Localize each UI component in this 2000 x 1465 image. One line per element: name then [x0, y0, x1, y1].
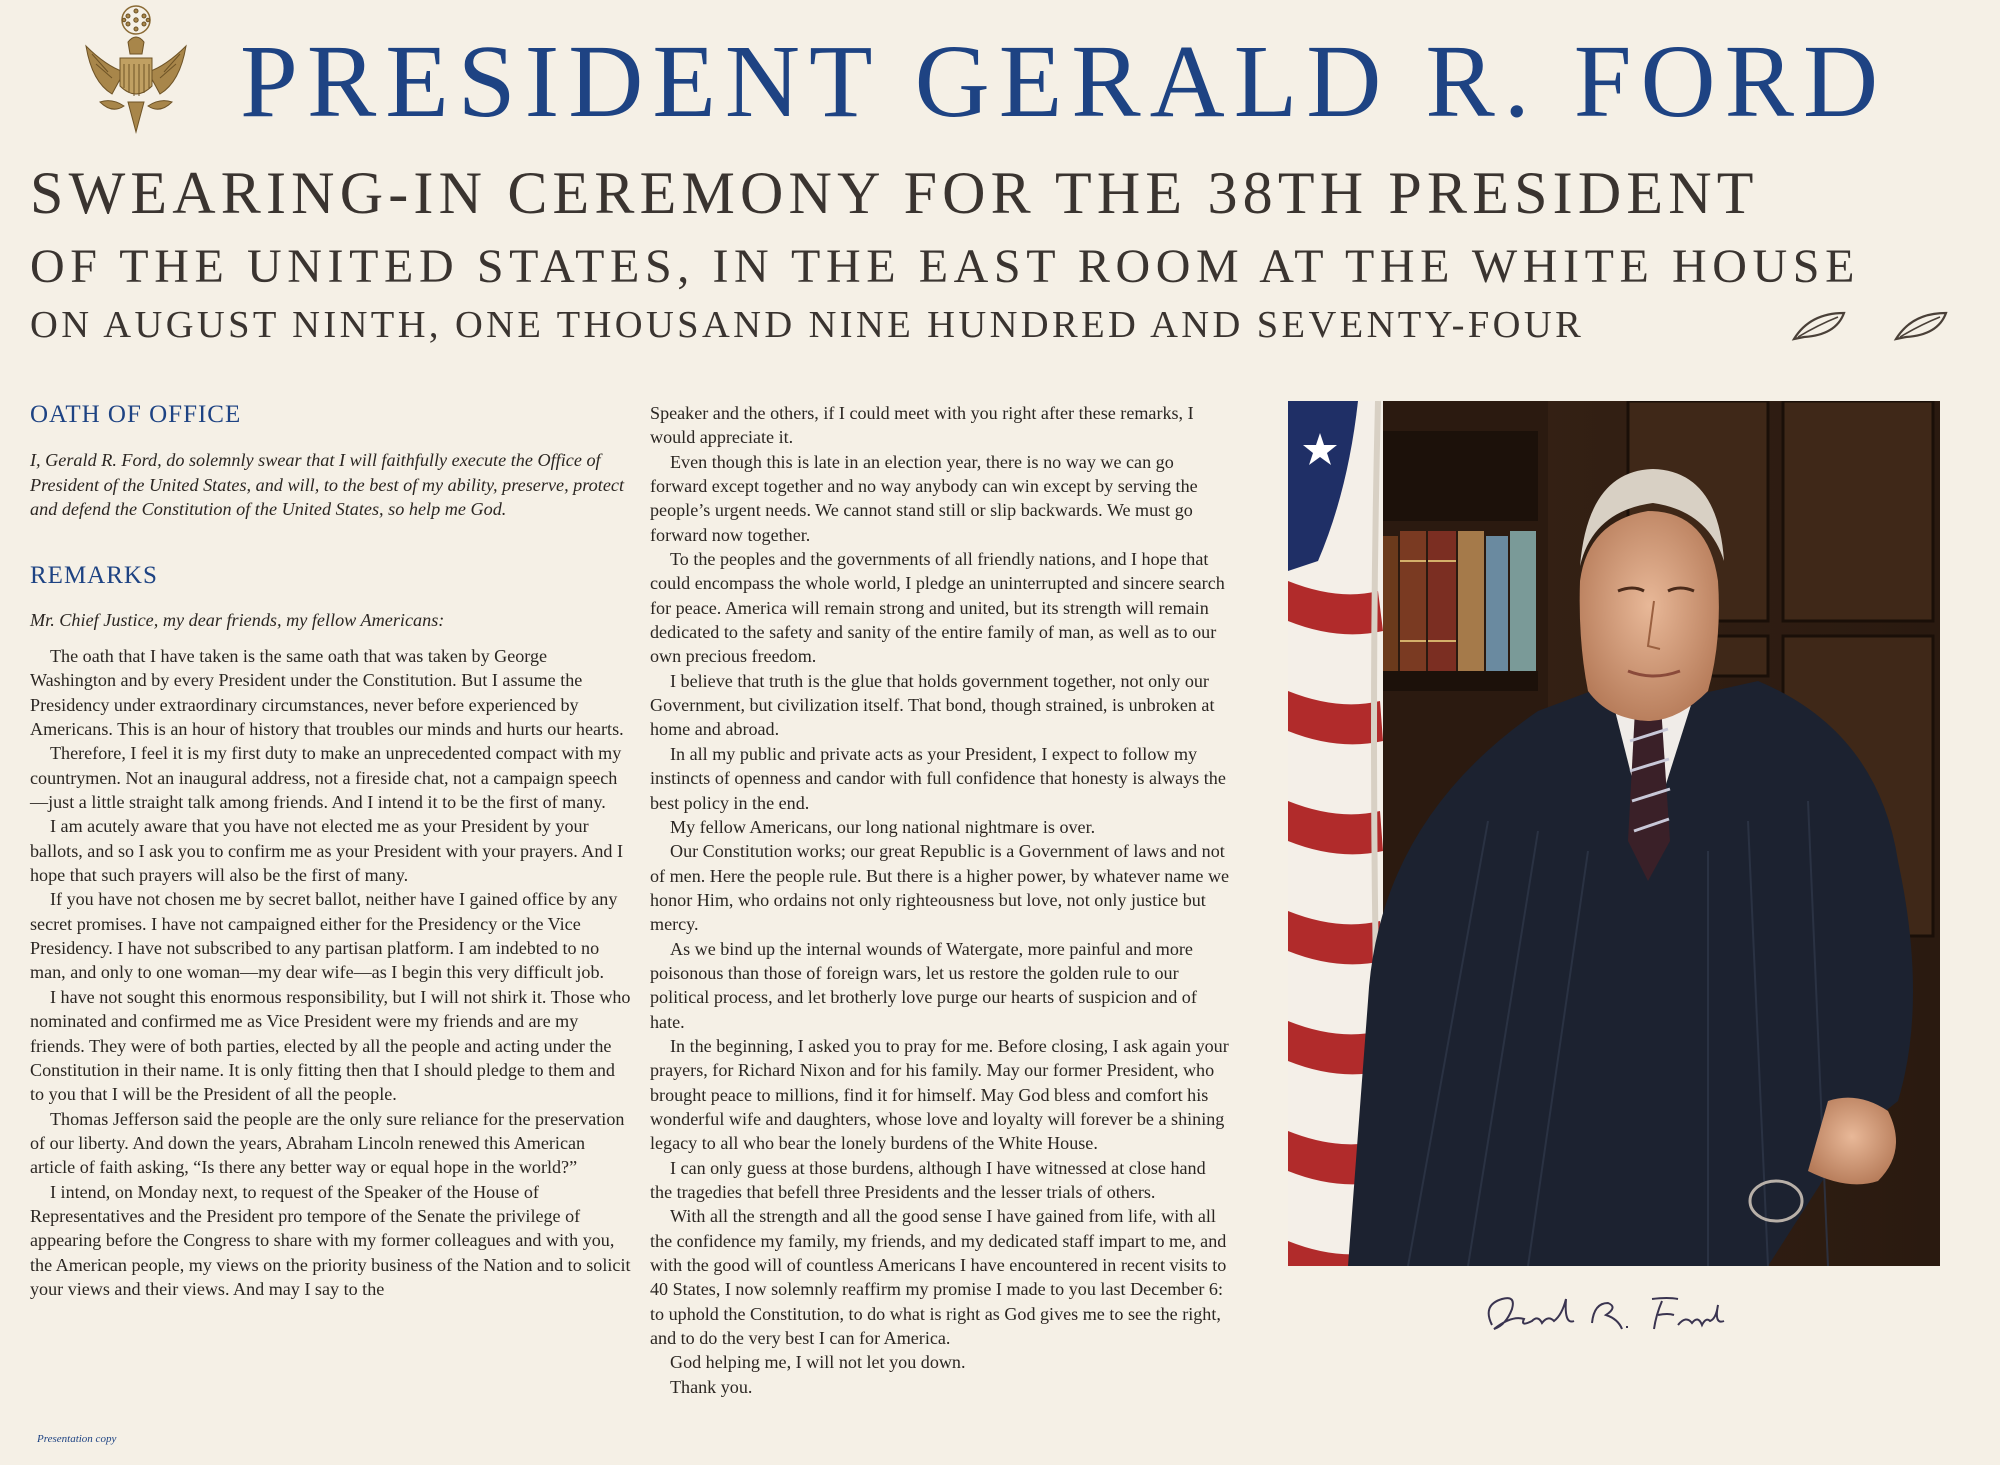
remarks-paragraph: Therefore, I feel it is my first duty to make an unprecedented compact with my countrymen. Not an inaugural address, not a fireside chat, not a campaign speech—just a little straight talk among friends. And I intend it to be the first of many. — [30, 743, 622, 813]
remarks-paragraph: Even though this is late in an election year, there is no way we can go forward except together and no way anybody can win except by serving the people’s urgent needs. We cannot stand still or slip backwards. We must go forward now together. — [650, 451, 1198, 545]
remarks-column-1 — [30, 644, 632, 1301]
remarks-column-2 — [650, 401, 1232, 1399]
oath-text: I, Gerald R. Ford, do solemnly swear that I will faithfully execute the Office of President of the United States, and will, to the best of my ability, preserve, protect and defend the Constitution of the United States, so help me God. — [30, 450, 625, 519]
remarks-paragraph: As we bind up the internal wounds of Watergate, more painful and more poisonous than those of foreign wars, let us restore the golden rule to our political process, and let brotherly love purge our hearts of suspicion and of hate. — [650, 938, 1197, 1032]
remarks-paragraph-continued: Speaker and the others, if I could meet with you right after these remarks, I would appreciate it. — [650, 403, 1194, 448]
leaf-ornament-icon — [1892, 309, 1952, 343]
subtitle-line-2: OF THE UNITED STATES, IN THE EAST ROOM AT THE WHITE HOUSE — [30, 240, 1861, 293]
remarks-paragraph: If you have not chosen me by secret ballot, neither have I gained office by any secret promises. I have not campaigned either for the Presidency or the Vice Presidency. I have not subscribed to any partisan platform. I am indebted to no man, and only to one woman—my dear wife—as I begin this very difficult job. — [30, 889, 618, 983]
subtitle-line-3: ON AUGUST NINTH, ONE THOUSAND NINE HUNDRED AND SEVENTY-FOUR — [30, 304, 1585, 346]
remarks-paragraph: Thomas Jefferson said the people are the only sure reliance for the preservation of our liberty. And down the years, Abraham Lincoln renewed this American article of faith asking, “Is there any better way or equal hope in the world?” — [30, 1108, 625, 1178]
remarks-paragraph: In the beginning, I asked you to pray for me. Before closing, I ask again your prayers, for Richard Nixon and for his family. May our former President, who brought peace to millions, find it for himself. May God bless and comfort his wonderful wife and daughters, whose love and loyalty will forever be a shining legacy to all who bear the lonely burdens of the White House. — [650, 1035, 1229, 1154]
remarks-paragraph: To the peoples and the governments of all friendly nations, and I hope that could encompass the whole world, I pledge an uninterrupted and sincere search for peace. America will remain strong and united, but its strength will remain dedicated to the safety and sanity of the entire family of man, as well as to our own precious freedom. — [650, 549, 1225, 667]
presentation-copy-note: Presentation copy — [37, 1433, 117, 1445]
remarks-paragraph: Thank you. — [670, 1376, 753, 1397]
remarks-paragraph: In all my public and private acts as your President, I expect to follow my instincts of openness and candor with full confidence that honesty is always the best policy in the end. — [650, 743, 1226, 813]
portrait-photo — [1288, 401, 1940, 1266]
presidential-seal-icon — [72, 2, 200, 140]
remarks-paragraph: I intend, on Monday next, to request of the Speaker of the House of Representatives and the President pro tempore of the Senate the privilege of appearing before the Congress to share with my former colleagues and with you, the American people, my views on the priority business of the Nation and to solicit your views and their views. And may I say to the — [30, 1181, 631, 1299]
remarks-paragraph: I have not sought this enormous responsibility, but I will not shirk it. Those who nominated and confirmed me as Vice President were my friends and are my friends. They were of both parties, elected by all the people and acting under the Constitution in their name. It is only fitting then that I should pledge to them and to you that I will be the President of all the people. — [30, 986, 631, 1105]
subtitle-line-1: SWEARING-IN CEREMONY FOR THE 38TH PRESIDENT — [30, 160, 1759, 226]
remarks-paragraph: I can only guess at those burdens, although I have witnessed at close hand the tragedies that befell three Presidents and the lesser trials of others. — [650, 1157, 1206, 1202]
remarks-paragraph: With all the strength and all the good sense I have gained from life, with all the confidence my family, my friends, and my dedicated staff impart to me, and with the good will of countless Americans I have encountered in recent visits to 40 States, I now solemnly reaffirm my promise I made to you last December 6: to uphold the Constitution, to do what is right as God gives me to see the right, and to do the very best I can for America. — [650, 1206, 1227, 1349]
page-title: PRESIDENT GERALD R. FORD — [240, 24, 1888, 139]
remarks-salutation: Mr. Chief Justice, my dear friends, my fellow Americans: — [30, 610, 445, 630]
remarks-paragraph: Our Constitution works; our great Republic is a Government of laws and not of men. Here the people rule. But there is a higher power, by whatever name we honor Him, who ordains not only righteousness but love, not only justice but mercy. — [650, 841, 1230, 935]
remarks-paragraph: The oath that I have taken is the same oath that was taken by George Washington and by every President under the Constitution. But I assume the Presidency under extraordinary circumstances, never before experienced by Americans. This is an hour of history that troubles our minds and hurts our hearts. — [30, 646, 624, 740]
oath-heading: OATH OF OFFICE — [30, 401, 242, 428]
leaf-ornament-icon — [1790, 309, 1850, 343]
remarks-paragraph: I believe that truth is the glue that holds government together, not only our Government, but civilization itself. That bond, though strained, is unbroken at home and abroad. — [650, 670, 1215, 740]
remarks-paragraph: God helping me, I will not let you down. — [670, 1352, 966, 1373]
signature-image — [1472, 1285, 1732, 1345]
remarks-paragraph: My fellow Americans, our long national nightmare is over. — [670, 816, 1096, 837]
remarks-heading: REMARKS — [30, 562, 158, 589]
remarks-paragraph: I am acutely aware that you have not elected me as your President by your ballots, and so I ask you to confirm me as your President with your prayers. And I hope that such prayers will also be the first of many. — [30, 816, 623, 886]
